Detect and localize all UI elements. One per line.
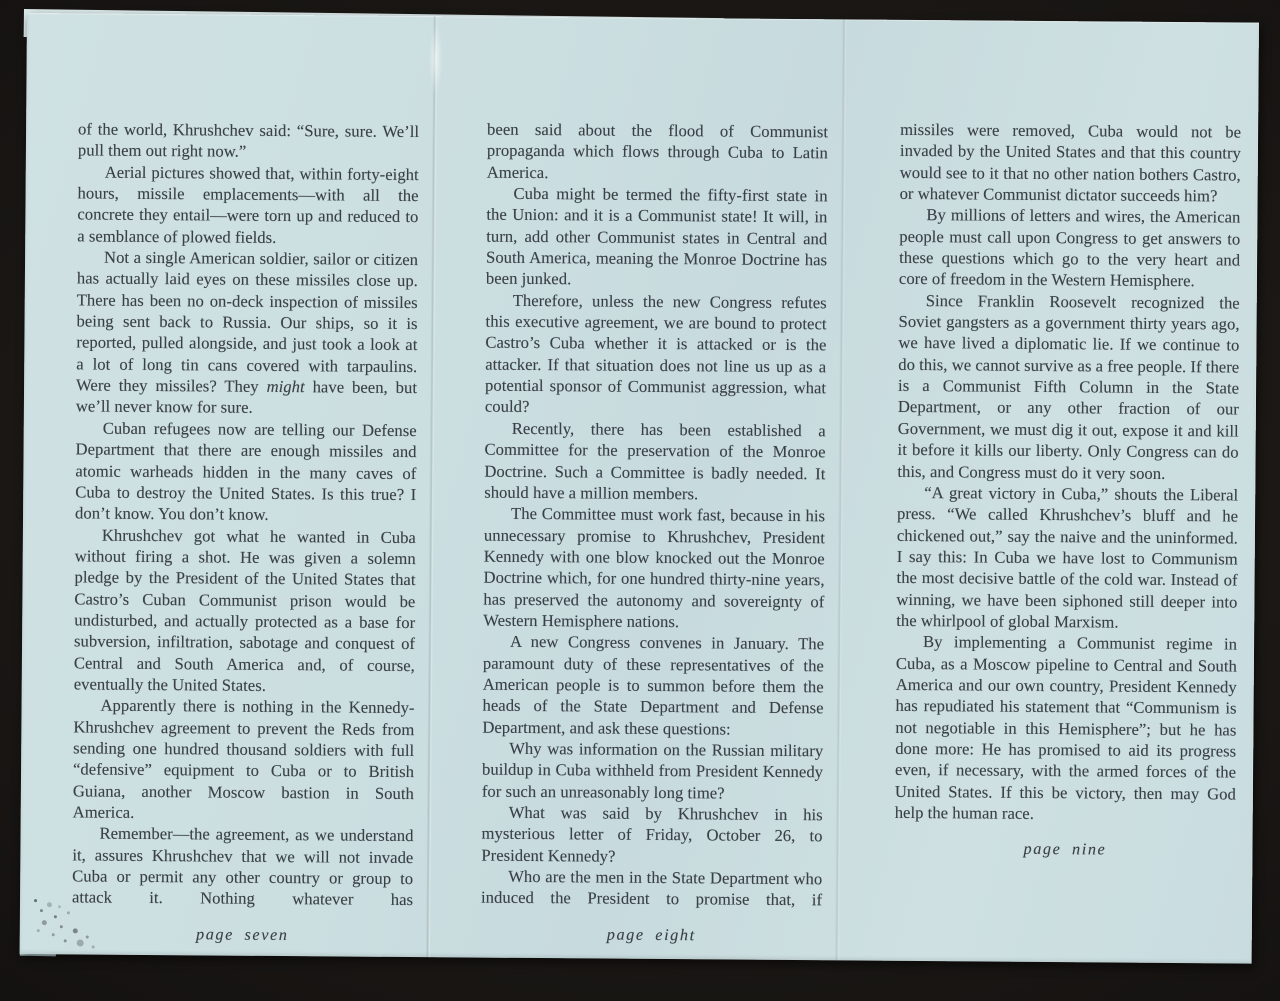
paragraph: “A great victory in Cuba,” shouts the Liberal press. “We called Khrushchev’s bluff and he chickened out,” say the naive and the uninformed. I say this: In Cuba we have lost to Communism the most decisive battle of the cold war. Instead of winning, we have been siphoned still deeper into the whirlpool of global Marxism. — [896, 482, 1239, 632]
ink-smudge — [34, 899, 37, 902]
paragraph: Not a single American soldier, sailor or citizen has actually laid eyes on these missiles close up. There has been no on-deck inspection of missiles being sent back to Russia. Our ships, so it is reported, pulled alongside, and just took a look at a lot of long tin cans covered with tarpaulins. Were they missiles? They might have been, but we’ll never know for sure. — [75, 247, 419, 418]
pamphlet-panel-page-eight — [481, 119, 828, 946]
paragraph: Recently, there has been established a Committee for the preservation of the Monroe Doctrine. Such a Committee is badly needed. It should have a million members. — [484, 418, 826, 504]
paragraph: Aerial pictures showed that, within forty-eight hours, missile emplacements—with all the concrete they entail—were torn up and reduced to a semblance of plowed fields. — [77, 162, 419, 247]
paragraph: Why was information on the Russian military buildup in Cuba withheld from President Kennedy for such an unreasonably long time? — [481, 738, 824, 803]
paragraph: A new Congress convenes in January. The paramount duty of these representatives of the American people is to summon before them the heads of the State Department and Defense Department, and ask these questions: — [482, 632, 825, 739]
fold-line — [426, 16, 438, 957]
column-text — [481, 119, 828, 911]
paragraph: Who are the men in the State Department who induced the President to promise that, if — [480, 866, 823, 910]
paragraph: Cuban refugees now are telling our Defense Department that there are enough missiles and atomic warheads hidden in the many caves of Cuba to destroy the United States. Is this true? I don’t know. You don’t know. — [74, 418, 417, 525]
paragraph: The Committee must work fast, because in his unnecessary promise to Khrushchev, President Kennedy with one blow knocked out the Monroe Doctrine which, for one hundred thirty-nine years, has preserved the autonomy and sovereignty of Western Hemisphere nations. — [483, 504, 826, 632]
paragraph: Khrushchev got what he wanted in Cuba without firing a shot. He was given a solemn pledge by the President of the United States that Castro’s Cuban Communist prison would be undisturbed, and actually protected as a base for subversion, infiltration, sabotage and conquest of Central and South America and, of course, eventually the United States. — [73, 525, 416, 695]
paragraph: Cuba might be termed the fifty-first state in the Union: and it is a Communist state! It will, in turn, add other Communist states in Central and South America, meaning the Monroe Doctrine has been junked. — [485, 183, 828, 289]
column-text — [895, 119, 1242, 826]
pamphlet-panel-page-seven — [72, 118, 419, 945]
paragraph: been said about the flood of Communist propaganda which flows through Cuba to Latin America. — [486, 119, 829, 182]
pamphlet-panel-page-nine — [894, 119, 1241, 861]
paragraph: of the world, Khrushchev said: “Sure, sure. We’ll pull them out right now.” — [77, 119, 420, 162]
pamphlet-sheet — [20, 13, 1259, 964]
paragraph: Apparently there is nothing in the Kennedy-Khrushchev agreement to prevent the Reds from sending one hundred thousand soldiers with full “defensive” equipment to Cuba or to British Guiana, another Moscow bastion in South America. — [72, 695, 415, 822]
paragraph: What was said by Khrushchev in his mysterious letter of Friday, October 26, to President Kennedy? — [481, 802, 823, 866]
paragraph: missiles were removed, Cuba would not be invaded by the United States and that this country would see to it that no other nation bothers Castro, or whatever Communist dictator succeeds him? — [899, 119, 1242, 206]
paragraph: By millions of letters and wires, the American people must call upon Congress to get answers to these questions which go to the very heart and core of freedom in the Western Hemisphere. — [898, 205, 1241, 291]
paragraph: Therefore, unless the new Congress refutes this executive agreement, we are bound to protect Castro’s Cuba whether it is attacked or is the attacker. If that situation does not line us up as a potential sponsor of Communist aggression, what could? — [484, 290, 827, 417]
paragraph: Remember—the agreement, as we understand it, assures Khrushchev that we will not invade Cuba or permit any other country or group to attack it. Nothing whatever has — [71, 823, 414, 910]
page-number: page nine — [1023, 840, 1107, 859]
fold-line — [835, 19, 847, 960]
column-text — [72, 118, 419, 910]
paragraph: Since Franklin Roosevelt recognized the Soviet gangsters as a government thirty years ago, we have lived a diplomatic lie. If we continue to do this, we cannot survive as a free people. If there is a Communist Fifth Column in the State Department, or any other fraction of our Government, we must dig it out, expose it and kill it before it kills our liberty. Only Congress can do this, and Congress must do it very soon. — [897, 290, 1240, 483]
page-number: page seven — [195, 925, 289, 944]
page-number: page eight — [606, 925, 696, 944]
paragraph: By implementing a Communist regime in Cuba, as a Moscow pipeline to Central and South America and our own country, President Kennedy has repudiated his statement that “Communism is not negotiable in this Hemisphere”; but he has done more: He has promised to aid its progress even, if necessary, with the armed forces of the United States. If this be victory, then may God help the human race. — [894, 632, 1238, 823]
